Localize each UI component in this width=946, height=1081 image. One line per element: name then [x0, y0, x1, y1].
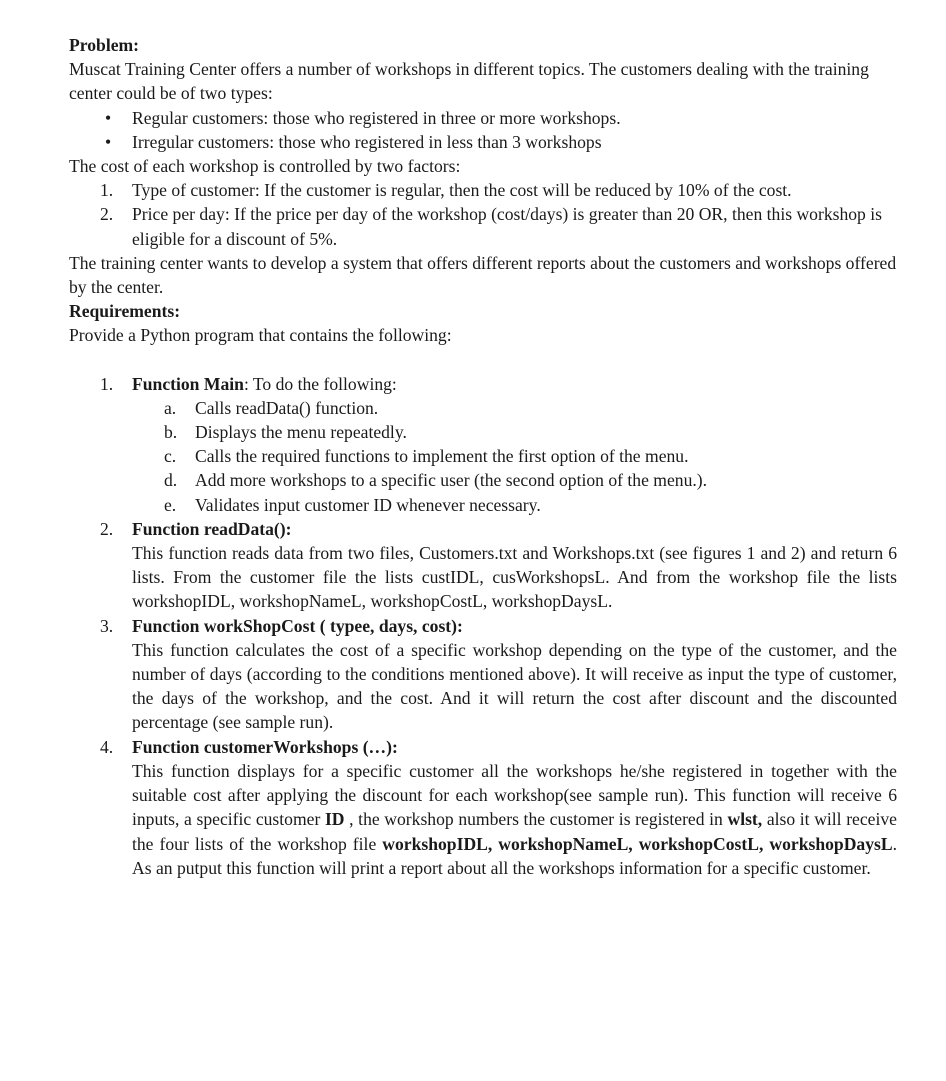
customer-types-list — [69, 106, 899, 154]
requirement-item — [69, 735, 899, 880]
sub-letter: e. — [164, 494, 177, 515]
subitem-text: Add more workshops to a specific user (the second option of the menu.). — [195, 470, 708, 491]
list-number: 3. — [100, 615, 114, 636]
list-number: 2. — [100, 518, 114, 539]
subitem-text: Displays the menu repeatedly. — [195, 422, 407, 443]
requirement-body — [132, 759, 899, 880]
sub-letter: c. — [164, 446, 177, 467]
factors-list — [69, 178, 899, 251]
requirement-title: Function Main — [132, 373, 244, 394]
body-bold-text: workshopIDL, workshopNameL, workshopCostL, workshopDaysL — [382, 833, 893, 854]
list-item — [132, 493, 899, 517]
factor-text: Type of customer: If the customer is regular, then the cost will be reduced by 10% of the cost. — [132, 180, 792, 201]
requirement-body: This function calculates the cost of a specific workshop depending on the type of the customer, and the number of days (according to the conditions mentioned above). It will receive as input the type of customer, the days of the workshop, and the cost. And it will return the cost after discount and the discounted percentage (see sample run). — [132, 639, 897, 733]
list-item — [132, 468, 899, 492]
cost-intro: The cost of each workshop is controlled by two factors: — [69, 156, 461, 177]
sub-letter: b. — [164, 422, 178, 443]
list-item — [69, 178, 899, 202]
list-item — [69, 202, 899, 250]
list-item: • Regular customers: those who registered in three or more workshops. — [69, 106, 899, 130]
main-subitems-list — [132, 396, 899, 517]
body-bold-text: ID — [324, 809, 345, 830]
list-number: 2. — [100, 204, 114, 225]
list-item — [132, 420, 899, 444]
requirement-item — [69, 517, 899, 614]
list-number: 1. — [100, 373, 114, 394]
body-text: . As an putput this function will print a report about all the workshops information for a specific customer. — [132, 833, 897, 878]
problem-intro: Muscat Training Center offers a number of workshops in different topics. The customers dealing with the training center could be of two types: — [69, 59, 869, 104]
body-text: also it will receive the four lists of the workshop file — [132, 809, 897, 854]
subitem-text: Calls the required functions to implement the first option of the menu. — [195, 446, 689, 467]
list-item — [132, 396, 899, 420]
list-number: 4. — [100, 736, 114, 757]
subitem-text: Validates input customer ID whenever necessary. — [195, 494, 541, 515]
requirements-heading: Requirements: — [69, 301, 181, 322]
body-text: This function displays for a specific customer all the workshops he/she registered in together with the suitable cost after applying the discount for each workshop(see sample run). This function will receive 6 inputs, a specific customer — [132, 760, 897, 830]
factor-text: Price per day: If the price per day of the workshop (cost/days) is greater than 20 OR, then this workshop is eligible for a discount of 5%. — [132, 204, 882, 249]
requirements-intro: Provide a Python program that contains the following: — [69, 325, 452, 346]
problem-heading: Problem: — [69, 35, 140, 55]
requirement-title: Function readData(): — [132, 518, 292, 539]
sub-letter: a. — [164, 397, 177, 418]
requirements-list — [69, 372, 899, 880]
requirement-title-suffix: : To do the following: — [243, 373, 397, 394]
requirement-title: Function workShopCost ( typee, days, cost): — [132, 615, 463, 636]
requirement-item — [69, 614, 899, 735]
requirement-title: Function customerWorkshops (…): — [132, 736, 398, 757]
list-item: • Irregular customers: those who registered in less than 3 workshops — [69, 130, 899, 154]
body-bold-text: wlst, — [727, 809, 763, 830]
requirement-body: This function reads data from two files, Customers.txt and Workshops.txt (see figures 1 and 2) and return 6 lists. From the customer file the lists custIDL, cusWorkshopsL. And from the workshop file the lists workshopIDL, workshopNameL, workshopCostL, workshopDaysL. — [132, 543, 897, 612]
subitem-text: Calls readData() function. — [195, 397, 379, 418]
list-number: 1. — [100, 180, 114, 201]
list-item — [132, 444, 899, 468]
sub-letter: d. — [164, 470, 178, 491]
requirement-item — [69, 372, 899, 517]
system-goal: The training center wants to develop a system that offers different reports about the customers and workshops offered by the center. — [69, 252, 897, 298]
document-page — [69, 33, 899, 880]
blank-line — [69, 348, 899, 372]
body-text: , the workshop numbers the customer is registered in — [344, 809, 728, 830]
